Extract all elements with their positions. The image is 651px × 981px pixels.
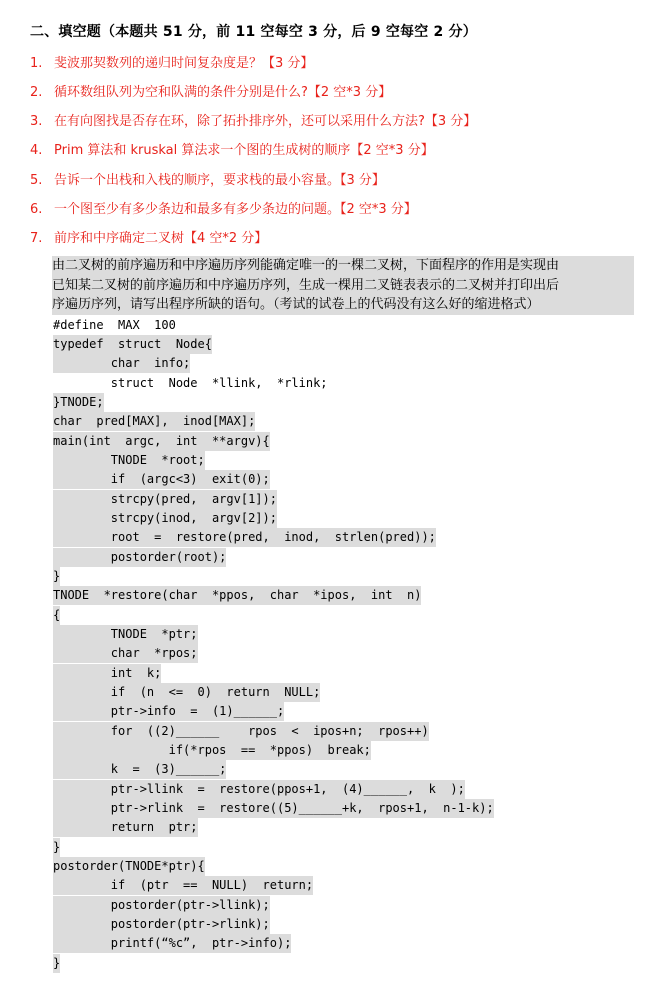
description-line: 由二叉树的前序遍历和中序遍历序列能确定唯一的一棵二叉树，下面程序的作用是实现由 <box>52 256 634 276</box>
code-line: typedef struct Node{ <box>53 335 212 354</box>
code-line: postorder(ptr->llink); <box>53 896 270 915</box>
code-line: int k; <box>53 664 161 683</box>
code-line: ptr->info = (1)______; <box>53 702 284 721</box>
description-line: 已知某二叉树的前序遍历和中序遍历序列，生成一棵用二叉链表表示的二叉树并打印出后 <box>52 276 634 296</box>
code-line: TNODE *ptr; <box>53 625 198 644</box>
question-text: Prim 算法和 kruskal 算法求一个图的生成树的顺序【2 空*3 分】 <box>54 143 434 158</box>
question-text: 循环数组队列为空和队满的条件分别是什么?【2 空*3 分】 <box>54 85 392 100</box>
code-line: strcpy(pred, argv[1]); <box>53 490 277 509</box>
question-item <box>30 81 391 100</box>
code-line: for ((2)______ rpos < ipos+n; rpos++) <box>53 722 429 741</box>
question-number: 5. <box>30 173 43 188</box>
code-line: ptr->rlink = restore((5)______+k, rpos+1, n-1-k); <box>53 799 494 818</box>
question-item <box>30 110 476 129</box>
code-line: #define MAX 100 <box>53 318 176 332</box>
code-line: if (argc<3) exit(0); <box>53 470 270 489</box>
code-line: postorder(TNODE*ptr){ <box>53 857 205 876</box>
question-description <box>52 256 634 315</box>
question-number: 2. <box>30 85 43 100</box>
question-number: 4. <box>30 143 43 158</box>
code-line: strcpy(inod, argv[2]); <box>53 509 277 528</box>
question-number: 7. <box>30 231 43 246</box>
question-text: 前序和中序确定二叉树【4 空*2 分】 <box>54 231 268 246</box>
code-line: if(*rpos == *ppos) break; <box>53 741 371 760</box>
code-line: { <box>53 606 60 625</box>
question-text: 斐波那契数列的递归时间复杂度是？【3 分】 <box>54 56 314 71</box>
code-line: char info; <box>53 354 190 373</box>
code-line: struct Node *llink, *rlink; <box>53 376 328 390</box>
code-line: char pred[MAX], inod[MAX]; <box>53 412 255 431</box>
code-line: printf(“%c”, ptr->info); <box>53 934 291 953</box>
code-line: char *rpos; <box>53 644 198 663</box>
code-line: } <box>53 954 60 973</box>
code-line: if (n <= 0) return NULL; <box>53 683 320 702</box>
code-line: } <box>53 567 60 586</box>
code-line: TNODE *restore(char *ppos, char *ipos, int n) <box>53 586 421 605</box>
code-line: } <box>53 838 60 857</box>
question-text: 一个图至少有多少条边和最多有多少条边的问题。【2 空*3 分】 <box>54 202 417 217</box>
code-line: postorder(ptr->rlink); <box>53 915 270 934</box>
question-item <box>30 169 385 188</box>
code-line: root = restore(pred, inod, strlen(pred)); <box>53 528 436 547</box>
code-line: TNODE *root; <box>53 451 205 470</box>
code-line: k = (3)______; <box>53 760 226 779</box>
section-heading: 二、填空题（本题共 51 分，前 11 空每空 3 分，后 9 空每空 2 分） <box>30 24 477 40</box>
question-text: 在有向图找是否存在环，除了拓扑排序外，还可以采用什么方法?【3 分】 <box>54 114 477 129</box>
question-item <box>30 52 313 71</box>
question-text: 告诉一个出栈和入栈的顺序，要求栈的最小容量。【3 分】 <box>54 173 385 188</box>
code-line: return ptr; <box>53 818 198 837</box>
question-item <box>30 227 267 246</box>
question-number: 1. <box>30 56 43 71</box>
question-number: 6. <box>30 202 43 217</box>
code-line: ptr->llink = restore(ppos+1, (4)______, k ); <box>53 780 465 799</box>
description-line: 序遍历序列，请写出程序所缺的语句。（考试的试卷上的代码没有这么好的缩进格式） <box>52 295 634 315</box>
question-item <box>30 139 434 158</box>
code-line: postorder(root); <box>53 548 226 567</box>
code-line: main(int argc, int **argv){ <box>53 432 270 451</box>
question-item <box>30 198 417 217</box>
code-line: if (ptr == NULL) return; <box>53 876 313 895</box>
code-line: }TNODE; <box>53 393 104 412</box>
question-number: 3. <box>30 114 43 129</box>
